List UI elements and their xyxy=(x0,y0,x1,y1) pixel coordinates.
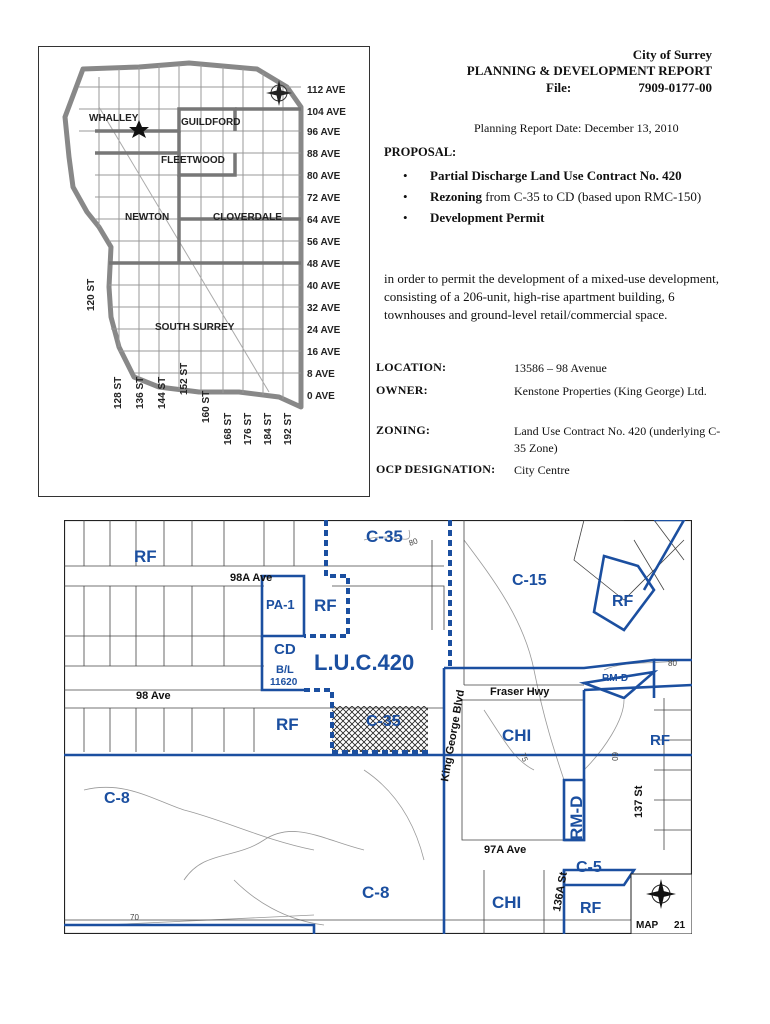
km-ave-104: 104 AVE xyxy=(307,107,346,118)
zone-rf-se: RF xyxy=(580,900,602,917)
zone-chi-mid: CHI xyxy=(502,726,532,745)
city-name: City of Surrey xyxy=(632,47,712,62)
km-ave-80: 80 AVE xyxy=(307,171,341,182)
zone-rmd-small: RM-D xyxy=(602,673,629,684)
file-label: File: xyxy=(546,80,572,95)
zoning-value: Land Use Contract No. 420 (underlying C-35 Zone) xyxy=(514,424,721,455)
zone-pa1: PA-1 xyxy=(266,597,295,612)
km-st-184: 184 ST xyxy=(263,412,274,445)
key-map-graphic xyxy=(39,47,371,498)
km-ave-112: 112 AVE xyxy=(307,85,346,96)
km-st-120: 120 ST xyxy=(86,278,97,311)
zone-chi-s: CHI xyxy=(492,893,522,912)
km-st-168: 168 ST xyxy=(223,412,234,445)
contour-label-75: 75 xyxy=(518,751,530,764)
contour-label-60: 60 xyxy=(610,752,619,761)
km-ave-88: 88 AVE xyxy=(307,149,341,160)
km-ave-40: 40 AVE xyxy=(307,281,341,292)
map-number: 21 xyxy=(674,920,686,931)
file-number: 7909-0177-00 xyxy=(638,80,712,95)
report-date: Planning Report Date: December 13, 2010 xyxy=(474,121,679,135)
zone-rf-nw: RF xyxy=(134,547,157,566)
zone-rf-e: RF xyxy=(650,732,670,749)
site-map-graphic xyxy=(64,520,692,934)
report-title: PLANNING & DEVELOPMENT REPORT xyxy=(466,63,712,78)
km-ave-8: 8 AVE xyxy=(307,369,335,380)
km-town-guildford: GUILDFORD xyxy=(181,117,241,128)
km-town-cloverdale: CLOVERDALE xyxy=(213,212,282,223)
location-label: LOCATION: xyxy=(376,360,447,374)
street-137-st: 137 St xyxy=(633,785,645,818)
km-st-160: 160 ST xyxy=(201,390,212,423)
street-fraser-hwy: Fraser Hwy xyxy=(490,686,550,698)
km-town-fleetwood: FLEETWOOD xyxy=(161,155,225,166)
proposal-item-bold: Partial Discharge Land Use Contract No. 420 xyxy=(430,168,682,183)
km-ave-0: 0 AVE xyxy=(307,391,335,402)
km-ave-48: 48 AVE xyxy=(307,259,341,270)
proposal-item xyxy=(384,209,714,226)
site-map xyxy=(64,520,692,934)
km-st-144: 144 ST xyxy=(157,376,168,409)
proposal-heading: PROPOSAL: xyxy=(384,145,457,159)
zone-bl: B/L xyxy=(276,664,294,676)
zone-bl-number: 11620 xyxy=(270,677,298,688)
map-label: MAP xyxy=(636,920,659,931)
zone-rf-mid: RF xyxy=(314,596,337,615)
street-king-george-blvd: King George Blvd xyxy=(439,688,468,783)
proposal-item xyxy=(384,188,714,205)
km-ave-64: 64 AVE xyxy=(307,215,341,226)
km-st-192: 192 ST xyxy=(283,412,294,445)
zone-c8-s: C-8 xyxy=(362,883,390,902)
ocp-label: OCP DESIGNATION: xyxy=(376,462,496,476)
key-map xyxy=(38,46,370,497)
street-98a-ave: 98A Ave xyxy=(230,572,273,584)
location-value: 13586 – 98 Avenue xyxy=(514,361,607,375)
proposal-item xyxy=(384,167,714,184)
street-136a-st: 136A St xyxy=(551,871,570,913)
zone-c15: C-15 xyxy=(512,572,547,589)
km-town-newton: NEWTON xyxy=(125,212,170,223)
proposal-item-rest: from C-35 to CD (based upon RMC-150) xyxy=(482,189,702,204)
compass-rose-icon xyxy=(266,80,292,106)
contour-label-80b: 80 xyxy=(668,659,677,668)
proposal-list xyxy=(384,167,714,230)
zone-c35-site: C-35 xyxy=(366,713,401,730)
zone-c35-top: C-35 xyxy=(366,527,403,546)
km-ave-72: 72 AVE xyxy=(307,193,341,204)
town-boundaries xyxy=(95,109,301,263)
km-st-176: 176 ST xyxy=(243,412,254,445)
km-ave-96: 96 AVE xyxy=(307,127,341,138)
km-ave-24: 24 AVE xyxy=(307,325,341,336)
km-ave-32: 32 AVE xyxy=(307,303,341,314)
km-ave-56: 56 AVE xyxy=(307,237,341,248)
km-town-whalley: WHALLEY xyxy=(89,113,139,124)
zone-luc-420: L.U.C.420 xyxy=(314,650,415,675)
contour-label-70: 70 xyxy=(130,913,139,922)
street-97a-ave: 97A Ave xyxy=(484,844,527,856)
km-st-152: 152 ST xyxy=(179,362,190,395)
proposal-item-bold: Development Permit xyxy=(430,210,545,225)
proposal-item-bold: Rezoning xyxy=(430,189,482,204)
owner-value: Kenstone Properties (King George) Ltd. xyxy=(514,384,707,398)
zone-rf-sw: RF xyxy=(276,715,299,734)
zoning-label: ZONING: xyxy=(376,423,431,437)
km-st-128: 128 ST xyxy=(113,376,124,409)
km-st-136: 136 ST xyxy=(135,376,146,409)
zone-rf-ne: RF xyxy=(612,593,634,610)
zone-c8-w: C-8 xyxy=(104,790,130,807)
contour-label-80a: 80 xyxy=(407,536,420,548)
ocp-value: City Centre xyxy=(514,463,570,477)
zone-cd: CD xyxy=(274,641,296,658)
km-town-south-surrey: SOUTH SURREY xyxy=(155,322,235,333)
zone-c5: C-5 xyxy=(576,859,602,876)
proposal-description: in order to permit the development of a mixed-use development, consisting of a 206-unit, high-rise apartment building, 6 townhouses and ground-level retail/commercial space. xyxy=(384,271,720,322)
street-98-ave: 98 Ave xyxy=(136,690,171,702)
km-ave-16: 16 AVE xyxy=(307,347,341,358)
owner-label: OWNER: xyxy=(376,383,428,397)
zone-rmd-tall: RM-D xyxy=(567,795,586,840)
